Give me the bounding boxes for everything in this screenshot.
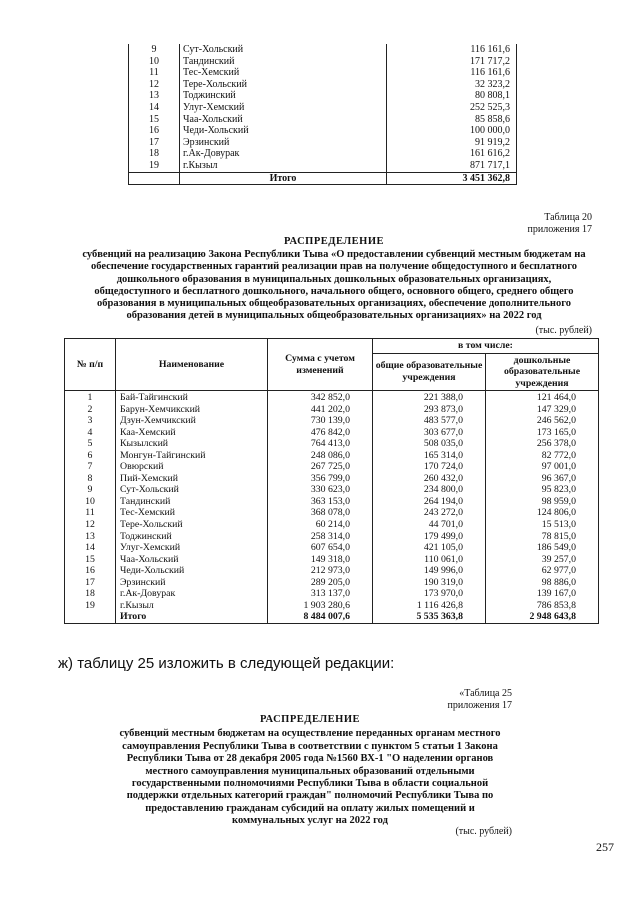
table20-unit: (тыс. рублей) — [535, 325, 592, 336]
cell-name: Бай-Тайгинский — [116, 391, 268, 404]
cell-name: Каа-Хемский — [116, 427, 268, 439]
cell-preschool: 15 513,0 — [486, 519, 599, 531]
cell-name: Тоджинский — [116, 531, 268, 543]
table-row — [129, 125, 517, 137]
amendment-instruction: ж) таблицу 25 изложить в следующей редакции: — [58, 655, 395, 672]
cell-num: 12 — [65, 519, 116, 531]
cell-sum: 342 852,0 — [268, 391, 373, 404]
table-row — [129, 79, 517, 91]
table25-heading: РАСПРЕДЕЛЕНИЕ — [259, 714, 361, 725]
cell-num: 18 — [129, 148, 180, 160]
cell-num: 14 — [65, 542, 116, 554]
table-row — [129, 160, 517, 172]
cell-value: 116 161,6 — [387, 67, 517, 79]
cell-sum: 764 413,0 — [268, 438, 373, 450]
cell-name: Тере-Хольский — [180, 79, 387, 91]
cell-preschool: 98 886,0 — [486, 577, 599, 589]
table-row — [129, 114, 517, 126]
cell-num: 19 — [129, 160, 180, 172]
cell-value: 100 000,0 — [387, 125, 517, 137]
cell-num: 10 — [65, 496, 116, 508]
cell-general: 170 724,0 — [373, 461, 486, 473]
cell-name: Улуг-Хемский — [116, 542, 268, 554]
table25-unit: (тыс. рублей) — [455, 826, 512, 837]
cell-sum: 267 725,0 — [268, 461, 373, 473]
cell-name: Чеди-Хольский — [116, 565, 268, 577]
cell-num: 11 — [65, 507, 116, 519]
table-row — [65, 391, 599, 404]
cell-preschool: 96 367,0 — [486, 473, 599, 485]
table20-total-row — [65, 611, 599, 623]
cell-value: 871 717,1 — [387, 160, 517, 172]
cell-sum: 356 799,0 — [268, 473, 373, 485]
table-row — [65, 565, 599, 577]
cell-preschool: 186 549,0 — [486, 542, 599, 554]
cell-name: Тес-Хемский — [180, 67, 387, 79]
table-row — [129, 137, 517, 149]
cell-num: 4 — [65, 427, 116, 439]
cell-num: 13 — [65, 531, 116, 543]
cell-num: 1 — [65, 391, 116, 404]
cell-name: г.Ак-Довурак — [116, 588, 268, 600]
cell-name: Тандинский — [116, 496, 268, 508]
table-row — [65, 496, 599, 508]
cell-num: 13 — [129, 90, 180, 102]
cell-value: 161 616,2 — [387, 148, 517, 160]
cell-preschool: 246 562,0 — [486, 415, 599, 427]
header-num: № п/п — [65, 339, 116, 391]
cell-sum: 258 314,0 — [268, 531, 373, 543]
table20-title — [78, 236, 590, 322]
total-general: 5 535 363,8 — [373, 611, 486, 623]
cell-name: Чаа-Хольский — [116, 554, 268, 566]
cell-num: 6 — [65, 450, 116, 462]
cell-sum: 212 973,0 — [268, 565, 373, 577]
cell-name: Барун-Хемчикский — [116, 404, 268, 416]
cell-general: 165 314,0 — [373, 450, 486, 462]
cell-general: 110 061,0 — [373, 554, 486, 566]
cell-sum: 330 623,0 — [268, 484, 373, 496]
cell-name: Тере-Хольский — [116, 519, 268, 531]
cell-name: Чаа-Хольский — [180, 114, 387, 126]
table-row — [129, 148, 517, 160]
table-row — [65, 519, 599, 531]
cell-name: Тес-Хемский — [116, 507, 268, 519]
previous-table-total-row — [129, 172, 517, 185]
cell-name: Тандинский — [180, 56, 387, 68]
cell-num: 9 — [129, 44, 180, 56]
cell-num: 17 — [129, 137, 180, 149]
cell-sum: 730 139,0 — [268, 415, 373, 427]
cell-num: 9 — [65, 484, 116, 496]
cell-general: 293 873,0 — [373, 404, 486, 416]
cell-preschool: 786 853,8 — [486, 600, 599, 612]
cell-num: 7 — [65, 461, 116, 473]
table-row — [129, 102, 517, 114]
table20-heading: РАСПРЕДЕЛЕНИЕ — [283, 236, 385, 247]
cell-name: Улуг-Хемский — [180, 102, 387, 114]
cell-num: 16 — [129, 125, 180, 137]
table-row — [65, 531, 599, 543]
table-row — [129, 67, 517, 79]
cell-value: 252 525,3 — [387, 102, 517, 114]
cell-num: 5 — [65, 438, 116, 450]
total-preschool: 2 948 643,8 — [486, 611, 599, 623]
table-row — [129, 56, 517, 68]
cell-preschool: 256 378,0 — [486, 438, 599, 450]
table-row — [65, 507, 599, 519]
cell-general: 260 432,0 — [373, 473, 486, 485]
cell-general: 221 388,0 — [373, 391, 486, 404]
header-general: общие образовательные учреждения — [373, 353, 486, 391]
cell-num: 16 — [65, 565, 116, 577]
table-row — [65, 577, 599, 589]
header-including: в том числе: — [373, 339, 599, 354]
cell-sum: 476 842,0 — [268, 427, 373, 439]
table-row — [65, 542, 599, 554]
total-label: Итого — [116, 611, 268, 623]
cell-preschool: 97 001,0 — [486, 461, 599, 473]
table-row — [65, 588, 599, 600]
table-row — [65, 600, 599, 612]
cell-preschool: 62 977,0 — [486, 565, 599, 577]
cell-value: 32 323,2 — [387, 79, 517, 91]
cell-name: г.Кызыл — [180, 160, 387, 172]
cell-preschool: 147 329,0 — [486, 404, 599, 416]
cell-sum: 441 202,0 — [268, 404, 373, 416]
table20-subtitle: субвенций на реализацию Закона Республики Тыва «О предоставлении субвенций местным бюджетам на обеспечение государственных гарантий реализации прав на получение общедоступного и бесплатного дошкольного образования в муниципальных дошкольных образовательных организациях, общедоступного и бесплатного дошкольного, начального общего, основного общего, среднего общего образования в муниципальных общеобразовательных организациях, обеспечение дополнительного образования детей в муниципальных общеобразовательных организациях» на 2022 год — [82, 249, 586, 322]
cell-general: 44 701,0 — [373, 519, 486, 531]
cell-preschool: 95 823,0 — [486, 484, 599, 496]
table-row — [65, 554, 599, 566]
total-sum: 8 484 007,6 — [268, 611, 373, 623]
cell-general: 173 970,0 — [373, 588, 486, 600]
cell-preschool: 121 464,0 — [486, 391, 599, 404]
cell-sum: 248 086,0 — [268, 450, 373, 462]
cell-sum: 149 318,0 — [268, 554, 373, 566]
cell-num: 11 — [129, 67, 180, 79]
cell-name: г.Кызыл — [116, 600, 268, 612]
cell-general: 179 499,0 — [373, 531, 486, 543]
cell-name: Монгун-Тайгинский — [116, 450, 268, 462]
table-row — [65, 473, 599, 485]
cell-name: Сут-Хольский — [116, 484, 268, 496]
cell-num: 17 — [65, 577, 116, 589]
cell-sum: 607 654,0 — [268, 542, 373, 554]
cell-num: 8 — [65, 473, 116, 485]
table-row — [65, 404, 599, 416]
cell-num: 19 — [65, 600, 116, 612]
cell-name: Дзун-Хемчикский — [116, 415, 268, 427]
cell-value: 85 858,6 — [387, 114, 517, 126]
table25-title — [110, 714, 510, 828]
cell-sum: 1 903 280,6 — [268, 600, 373, 612]
cell-preschool: 139 167,0 — [486, 588, 599, 600]
cell-num: 18 — [65, 588, 116, 600]
cell-general: 1 116 426,8 — [373, 600, 486, 612]
cell-name: Сут-Хольский — [180, 44, 387, 56]
cell-num: 2 — [65, 404, 116, 416]
cell-value: 80 808,1 — [387, 90, 517, 102]
cell-name: Пий-Хемский — [116, 473, 268, 485]
cell-name: Чеди-Хольский — [180, 125, 387, 137]
cell-sum: 368 078,0 — [268, 507, 373, 519]
table-row — [65, 450, 599, 462]
cell-preschool: 78 815,0 — [486, 531, 599, 543]
table-row — [65, 427, 599, 439]
table20 — [64, 338, 599, 624]
total-label: Итого — [180, 172, 387, 185]
cell-name: Овюрский — [116, 461, 268, 473]
table-row — [65, 415, 599, 427]
cell-num: 15 — [65, 554, 116, 566]
cell-general: 149 996,0 — [373, 565, 486, 577]
cell-num: 12 — [129, 79, 180, 91]
cell-sum: 60 214,0 — [268, 519, 373, 531]
cell-sum: 289 205,0 — [268, 577, 373, 589]
previous-table-continuation — [128, 44, 517, 185]
cell-general: 243 272,0 — [373, 507, 486, 519]
header-sum: Сумма с учетом изменений — [268, 339, 373, 391]
cell-general: 421 105,0 — [373, 542, 486, 554]
table-row — [129, 44, 517, 56]
cell-preschool: 98 959,0 — [486, 496, 599, 508]
table20-caption: Таблица 20 приложения 17 — [527, 212, 592, 235]
cell-value: 91 919,2 — [387, 137, 517, 149]
cell-sum: 313 137,0 — [268, 588, 373, 600]
total-value: 3 451 362,8 — [387, 172, 517, 185]
cell-name: г.Ак-Довурак — [180, 148, 387, 160]
table25-caption: «Таблица 25 приложения 17 — [447, 688, 512, 711]
cell-general: 234 800,0 — [373, 484, 486, 496]
table-row — [65, 484, 599, 496]
cell-num: 14 — [129, 102, 180, 114]
header-preschool: дошкольные образовательные учреждения — [486, 353, 599, 391]
cell-general: 483 577,0 — [373, 415, 486, 427]
cell-general: 264 194,0 — [373, 496, 486, 508]
cell-name: Тоджинский — [180, 90, 387, 102]
cell-preschool: 39 257,0 — [486, 554, 599, 566]
table25-subtitle: субвенций местным бюджетам на осуществление переданных органам местного самоуправления Республики Тыва в соответствии с пунктом 5 статьи 1 Закона Республики Тыва от 28 декабря 2005 года №1560 ВХ-1 "О наделении органов местного самоуправления муниципальных образований отдельными государственными полномочиями Республики Тыва в области социальной поддержки отдельных категорий граждан" полномочий Республики Тыва по предоставлению гражданам субсидий на оплату жилых помещений и коммунальных услуг на 2022 год — [119, 728, 501, 827]
table-row — [129, 90, 517, 102]
cell-name: Эрзинский — [180, 137, 387, 149]
cell-sum: 363 153,0 — [268, 496, 373, 508]
table-row — [65, 438, 599, 450]
cell-preschool: 124 806,0 — [486, 507, 599, 519]
cell-general: 303 677,0 — [373, 427, 486, 439]
cell-value: 171 717,2 — [387, 56, 517, 68]
page-number: 257 — [596, 840, 614, 854]
cell-num: 3 — [65, 415, 116, 427]
cell-name: Эрзинский — [116, 577, 268, 589]
cell-preschool: 173 165,0 — [486, 427, 599, 439]
cell-value: 116 161,6 — [387, 44, 517, 56]
header-name: Наименование — [116, 339, 268, 391]
table-row — [65, 461, 599, 473]
cell-general: 190 319,0 — [373, 577, 486, 589]
cell-name: Кызылский — [116, 438, 268, 450]
cell-general: 508 035,0 — [373, 438, 486, 450]
cell-num: 15 — [129, 114, 180, 126]
cell-num: 10 — [129, 56, 180, 68]
cell-preschool: 82 772,0 — [486, 450, 599, 462]
